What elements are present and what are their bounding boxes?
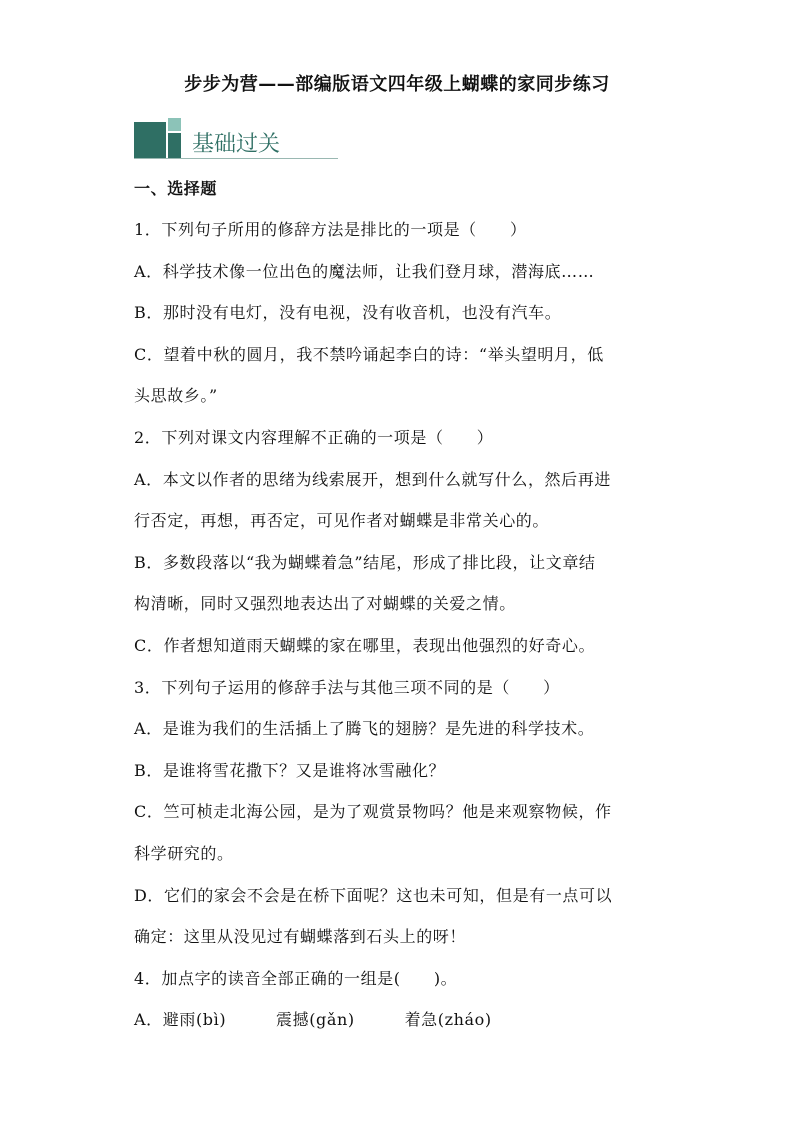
option-line-continued: 构清晰，同时又强烈地表达出了对蝴蝶的关爱之情。 — [134, 594, 516, 613]
option-line: C．作者想知道雨天蝴蝶的家在哪里，表现出他强烈的好奇心。 — [134, 636, 596, 655]
badge-decoration-block-small — [168, 133, 181, 158]
badge-underline — [134, 158, 338, 159]
badge-label: 基础过关 — [192, 132, 281, 157]
option-line-continued: 科学研究的。 — [134, 844, 234, 863]
badge-decoration-block — [134, 122, 166, 158]
section-badge — [134, 118, 338, 160]
option-line-continued: 确定：这里从没见过有蝴蝶落到石头上的呀！ — [134, 927, 467, 946]
question-line: 4．加点字的读音全部正确的一组是( )。 — [134, 969, 458, 988]
badge-decoration-block-light — [168, 118, 181, 131]
option-line-continued: 头思故乡。” — [134, 386, 218, 405]
option-line: B．是谁将雪花撒下？又是谁将冰雪融化？ — [134, 761, 446, 780]
question-line: 2．下列对课文内容理解不正确的一项是（ ） — [134, 428, 494, 447]
question-line: 3．下列句子运用的修辞手法与其他三项不同的是（ ） — [134, 678, 560, 697]
option-line: A．本文以作者的思绪为线索展开，想到什么就写什么，然后再进 — [134, 470, 611, 489]
option-line: D．它们的家会不会是在桥下面呢？这也未可知，但是有一点可以 — [134, 886, 613, 905]
question-line: 1．下列句子所用的修辞方法是排比的一项是（ ） — [134, 220, 527, 239]
option-line: A．科学技术像一位出色的魔法师，让我们登月球，潜海底…… — [134, 262, 595, 281]
option-line: C．望着中秋的圆月，我不禁吟诵起李白的诗：“举头望明月，低 — [134, 345, 604, 364]
option-line: C．竺可桢走北海公园，是为了观赏景物吗？他是来观察物候，作 — [134, 802, 612, 821]
option-line: A．是谁为我们的生活插上了腾飞的翅膀？是先进的科学技术。 — [134, 719, 595, 738]
option-line: B．那时没有电灯，没有电视，没有收音机，也没有汽车。 — [134, 303, 562, 322]
section-heading: 一、选择题 — [134, 179, 218, 198]
option-line: A．避雨(bì) 震撼(gǎn) 着急(zháo) — [134, 1010, 492, 1029]
document-title: 步步为营——部编版语文四年级上蝴蝶的家同步练习 — [184, 74, 610, 95]
option-line-continued: 行否定，再想，再否定，可见作者对蝴蝶是非常关心的。 — [134, 511, 550, 530]
option-line: B．多数段落以“我为蝴蝶着急”结尾，形成了排比段，让文章结 — [134, 553, 596, 572]
